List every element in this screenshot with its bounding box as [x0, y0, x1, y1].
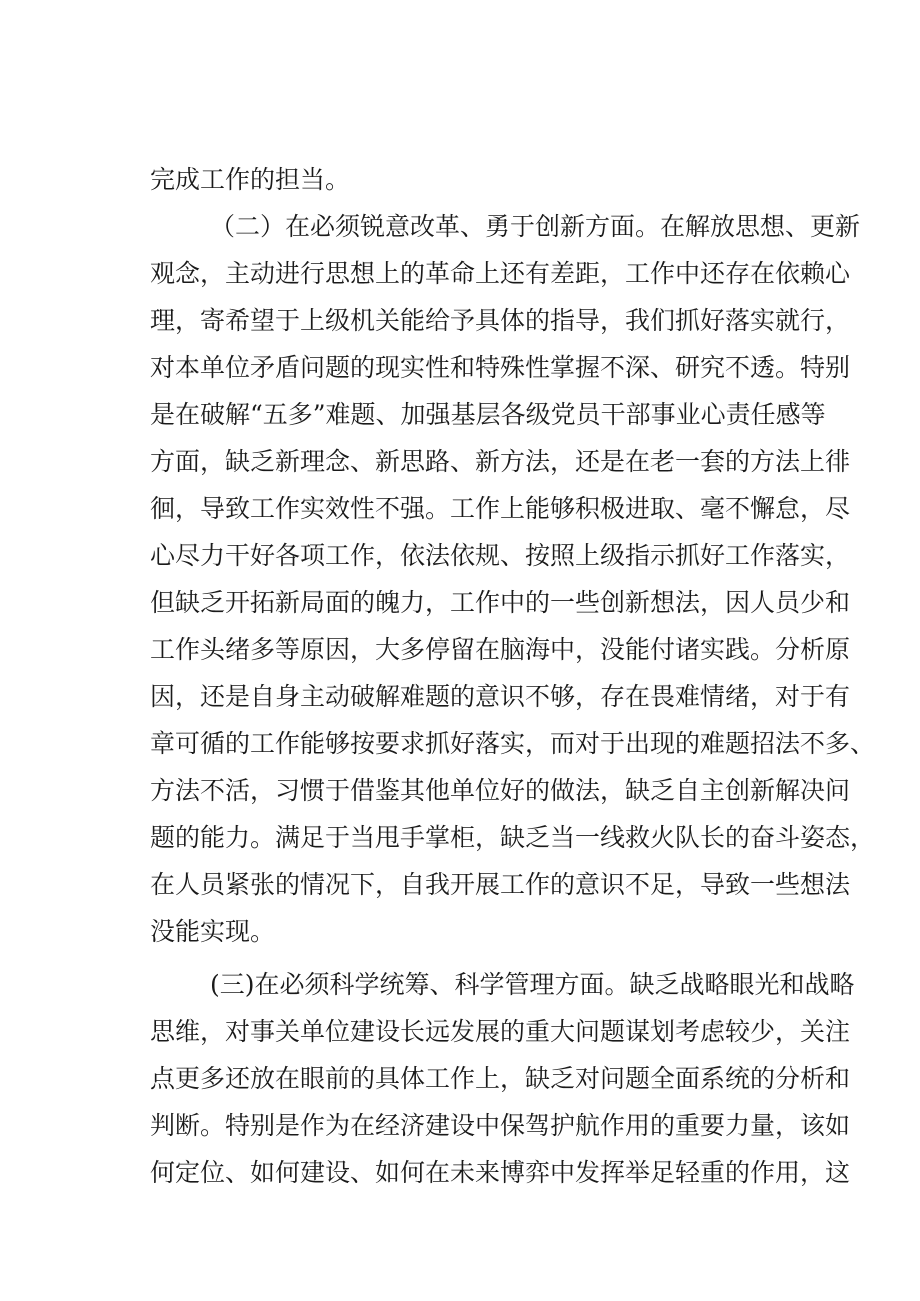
section-heading-line: (三)在必须科学统筹、科学管理方面。缺乏战略眼光和战略	[210, 970, 855, 999]
text-line: 章可循的工作能够按要求抓好落实，而对于出现的难题招法不多、	[150, 729, 876, 758]
text-line: 题的能力。满足于当甩手掌柜，缺乏当一线救火队长的奋斗姿态，	[150, 823, 876, 852]
text-line: 没能实现。	[150, 917, 276, 946]
text-line: 工作头绪多等原因，大多停留在脑海中，没能付诸实践。分析原	[150, 635, 851, 664]
text-line: 方面，缺乏新理念、新思路、新方法，还是在老一套的方法上徘	[150, 447, 851, 476]
text-line: 理，寄希望于上级机关能给予具体的指导，我们抓好落实就行，	[150, 306, 851, 335]
text-line: 何定位、如何建设、如何在未来博弈中发挥举足轻重的作用，这	[150, 1158, 851, 1187]
text-line: 观念，主动进行思想上的革命上还有差距，工作中还存在依赖心	[150, 259, 851, 288]
section-heading-line: （二）在必须锐意改革、勇于创新方面。在解放思想、更新	[210, 212, 861, 241]
text-line: 心尽力干好各项工作，依法依规、按照上级指示抓好工作落实，	[150, 541, 851, 570]
text-line: 方法不活，习惯于借鉴其他单位好的做法，缺乏自主创新解决问	[150, 776, 851, 805]
text-line: 徊，导致工作实效性不强。工作上能够积极进取、毫不懈怠，尽	[150, 494, 851, 523]
text-line: 思维，对事关单位建设长远发展的重大问题谋划考虑较少，关注	[150, 1017, 851, 1046]
text-line: 是在破解“五多”难题、加强基层各级党员干部事业心责任感等	[150, 400, 826, 429]
text-line: 完成工作的担当。	[150, 165, 351, 194]
text-line: 点更多还放在眼前的具体工作上，缺乏对问题全面系统的分析和	[150, 1064, 851, 1093]
text-line: 因，还是自身主动破解难题的意识不够，存在畏难情绪，对于有	[150, 682, 851, 711]
text-line: 但缺乏开拓新局面的魄力，工作中的一些创新想法，因人员少和	[150, 588, 851, 617]
text-line: 判断。特别是作为在经济建设中保驾护航作用的重要力量，该如	[150, 1111, 851, 1140]
text-line: 对本单位矛盾问题的现实性和特殊性掌握不深、研究不透。特别	[150, 353, 851, 382]
text-line: 在人员紧张的情况下，自我开展工作的意识不足，导致一些想法	[150, 870, 851, 899]
